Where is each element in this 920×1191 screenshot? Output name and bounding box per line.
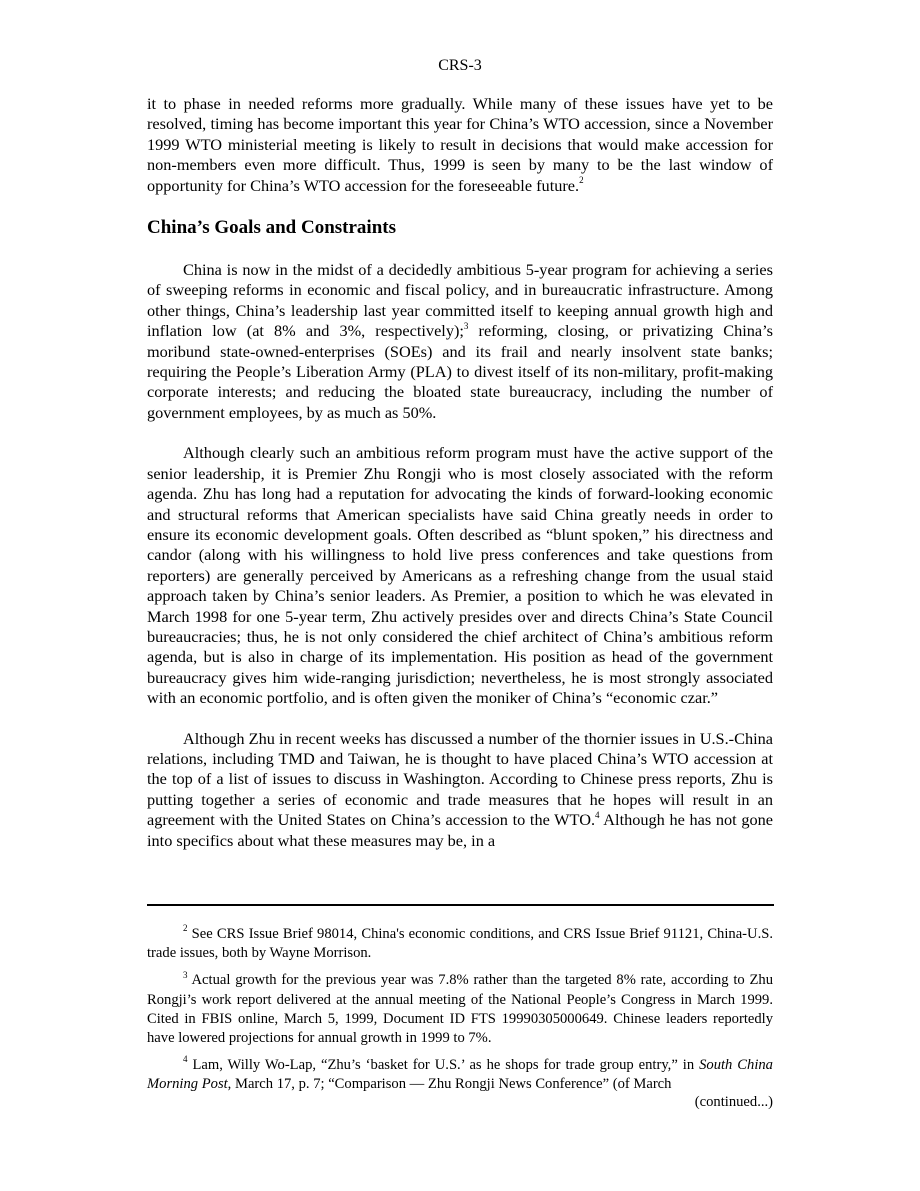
wto-paragraph <box>147 729 773 851</box>
footnote-text: Actual growth for the previous year was 7.8% rather than the targeted 8% rate, according to Zhu Rongji’s work report delivered at the annual meeting of the National People’s Congress in March 1999. Cited in FBIS online, March 5, 1999, Document ID FTS 19990305000649. Chinese leaders reportedly have lowered projections for annual growth in 1999 to 7%. <box>147 972 773 1047</box>
wto-text-part2: Although he has not gone into specifics about what these measures may be, in a <box>147 810 773 850</box>
footnote-number: 3 <box>183 969 188 980</box>
footnote-2 <box>147 925 773 963</box>
section-heading: China’s Goals and Constraints <box>147 217 396 239</box>
footnote-4 <box>147 1056 773 1094</box>
continued-marker: (continued...) <box>694 1093 773 1110</box>
footnote-3 <box>147 971 773 1048</box>
footnote-number: 4 <box>183 1054 188 1065</box>
footnote-text-continued: , March 17, p. 7; “Comparison — Zhu Rongji News Conference” (of March <box>227 1076 672 1093</box>
footnote-ref-2[interactable]: 2 <box>579 175 584 186</box>
wto-text-part1: Although Zhu in recent weeks has discussed a number of the thornier issues in U.S.-China relations, including TMD and Taiwan, he is thought to have placed China’s WTO accession at the top of a list of issues to discuss in Washington. According to Chinese press reports, Zhu is putting together a series of economic and trade measures that he hopes will result in an agreement with the United States on China’s accession to the WTO. <box>147 728 773 830</box>
intro-paragraph <box>147 94 773 196</box>
footnote-ref-4[interactable]: 4 <box>595 809 600 820</box>
goals-text-part1: China is now in the midst of a decidedly ambitious 5-year program for achieving a series of sweeping reforms in economic and fiscal policy, and in bureaucratic infrastructure. Among other things, China’s leadership last year committed itself to keeping annual growth high and inflation low (at 8% and 3%, respectively); <box>147 260 773 341</box>
footnote-ref-3[interactable]: 3 <box>463 320 469 331</box>
page-header: CRS-3 <box>438 57 482 74</box>
footnotes <box>147 925 773 1112</box>
goals-paragraph <box>147 260 773 423</box>
footnote-divider <box>147 904 774 906</box>
footnote-text: See CRS Issue Brief 98014, China's economic conditions, and CRS Issue Brief 91121, China-U.S. trade issues, both by Wayne Morrison. <box>147 926 773 962</box>
zhu-paragraph: Although clearly such an ambitious reform program must have the active support of the senior leadership, it is Premier Zhu Rongji who is most closely associated with the reform agenda. Zhu has long had a reputation for advocating the kinds of forward-looking economic and structural reforms that American specialists have said China greatly needs in order to ensure its economic development goals. Often described as “blunt spoken,” his directness and candor (along with his willingness to hold live press conferences and take questions from reporters) are generally perceived by Americans as a refreshing change from the usual staid approach taken by China’s senior leaders. As Premier, a position to which he was elevated in March 1998 for one 5-year term, Zhu actively presides over and directs China’s State Council bureaucracies; thus, he is not only considered the chief architect of China’s ambitious reform agenda, but is also in charge of its implementation. His position as head of the government bureaucracy gives him wide-ranging jurisdiction; nevertheless, he is most strongly associated with an economic portfolio, and is often given the moniker of China’s “economic czar.” <box>147 443 773 708</box>
goals-text-part2: reforming, closing, or privatizing China’s moribund state-owned-enterprises (SOEs) and its frail and nearly insolvent state banks; requiring the People’s Liberation Army (PLA) to divest itself of its non-military, profit-making corporate interests; and reducing the bloated state bureaucracy, including the number of government employees, by as much as 50%. <box>147 321 774 422</box>
footnote-number: 2 <box>183 923 188 934</box>
intro-text: it to phase in needed reforms more gradually. While many of these issues have yet to be resolved, timing has become important this year for China’s WTO accession, since a November 1999 WTO ministerial meeting is likely to result in decisions that would make accession for non-members even more difficult. Thus, 1999 is seen by many to be the last window of opportunity for China’s WTO accession for the foreseeable future. <box>147 94 773 195</box>
main-content <box>147 94 773 851</box>
publication-title: South China Morning Post <box>147 1057 773 1093</box>
footnote-text: Lam, Willy Wo-Lap, “Zhu’s ‘basket for U.S.’ as he shops for trade group entry,” in <box>187 1057 700 1074</box>
